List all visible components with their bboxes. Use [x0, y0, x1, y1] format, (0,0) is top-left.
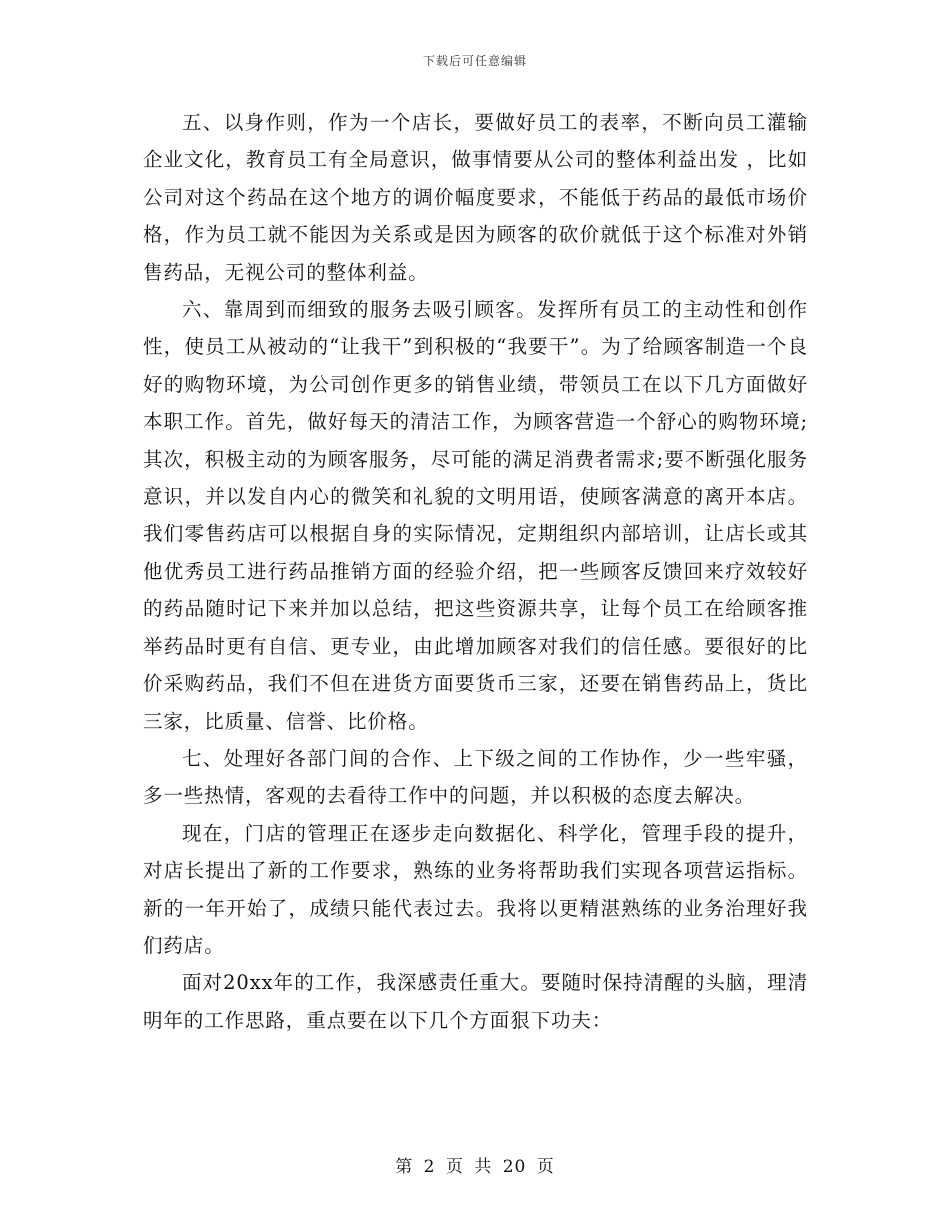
page-header: 下载后可任意编辑	[422, 54, 527, 68]
paragraph-five: 五、以身作则，作为一个店长，要做好员工的表率，不断向员工灌输企业文化，教育员工有全局意识，做事情要从公司的整体利益出发 ，比如公司对这个药品在这个地方的调价幅度要求，不能低于药品的最低市场价格，作为员工就不能因为关系或是因为顾客的砍价就低于这个标准对外销售药品，无视公司的整体利益。	[143, 111, 808, 284]
paragraph-six: 六、靠周到而细致的服务去吸引顾客。发挥所有员工的主动性和创作性，使员工从被动的“让我干”到积极的“我要干”。为了给顾客制造一个良好的购物环境，为公司创作更多的销售业绩，带领员工在以下几方面做好本职工作。首先，做好每天的清洁工作，为顾客营造一个舒心的购物环境;其次，积极主动的为顾客服务，尽可能的满足消费者需求;要不断强化服务意识，并以发自内心的微笑和礼貌的文明用语，使顾客满意的离开本店。 我们零售药店可以根据自身的实际情况，定期组织内部培训，让店长或其他优秀员工进行药品推销方面的经验介绍，把一些顾客反馈回来疗效较好的药品随时记下来并加以总结，把这些资源共享，让每个员工在给顾客推举药品时更有自信、更专业，由此增加顾客对我们的信任感。要很好的比价采购药品，我们不但在进货方面要货币三家，还要在销售药品上，货比三家，比质量、信誉、比价格。	[143, 298, 808, 733]
page-footer: 第 2 页 共 20 页	[395, 1157, 555, 1177]
paragraph-next-year: 面对20xx年的工作，我深感责任重大。要随时保持清醒的头脑，理清明年的工作思路，重点要在以下几个方面狠下功夫：	[143, 971, 808, 1032]
paragraph-management: 现在，门店的管理正在逐步走向数据化、科学化，管理手段的提升，对店长提出了新的工作要求，熟练的业务将帮助我们实现各项营运指标。新的一年开始了，成绩只能代表过去。我将以更精湛熟练的业务治理好我们药店。	[143, 821, 808, 957]
paragraph-seven: 七、处理好各部门间的合作、上下级之间的工作协作，少一些牢骚，多一些热情，客观的去看待工作中的问题，并以积极的态度去解决。	[143, 746, 808, 808]
document-body	[143, 104, 808, 1039]
